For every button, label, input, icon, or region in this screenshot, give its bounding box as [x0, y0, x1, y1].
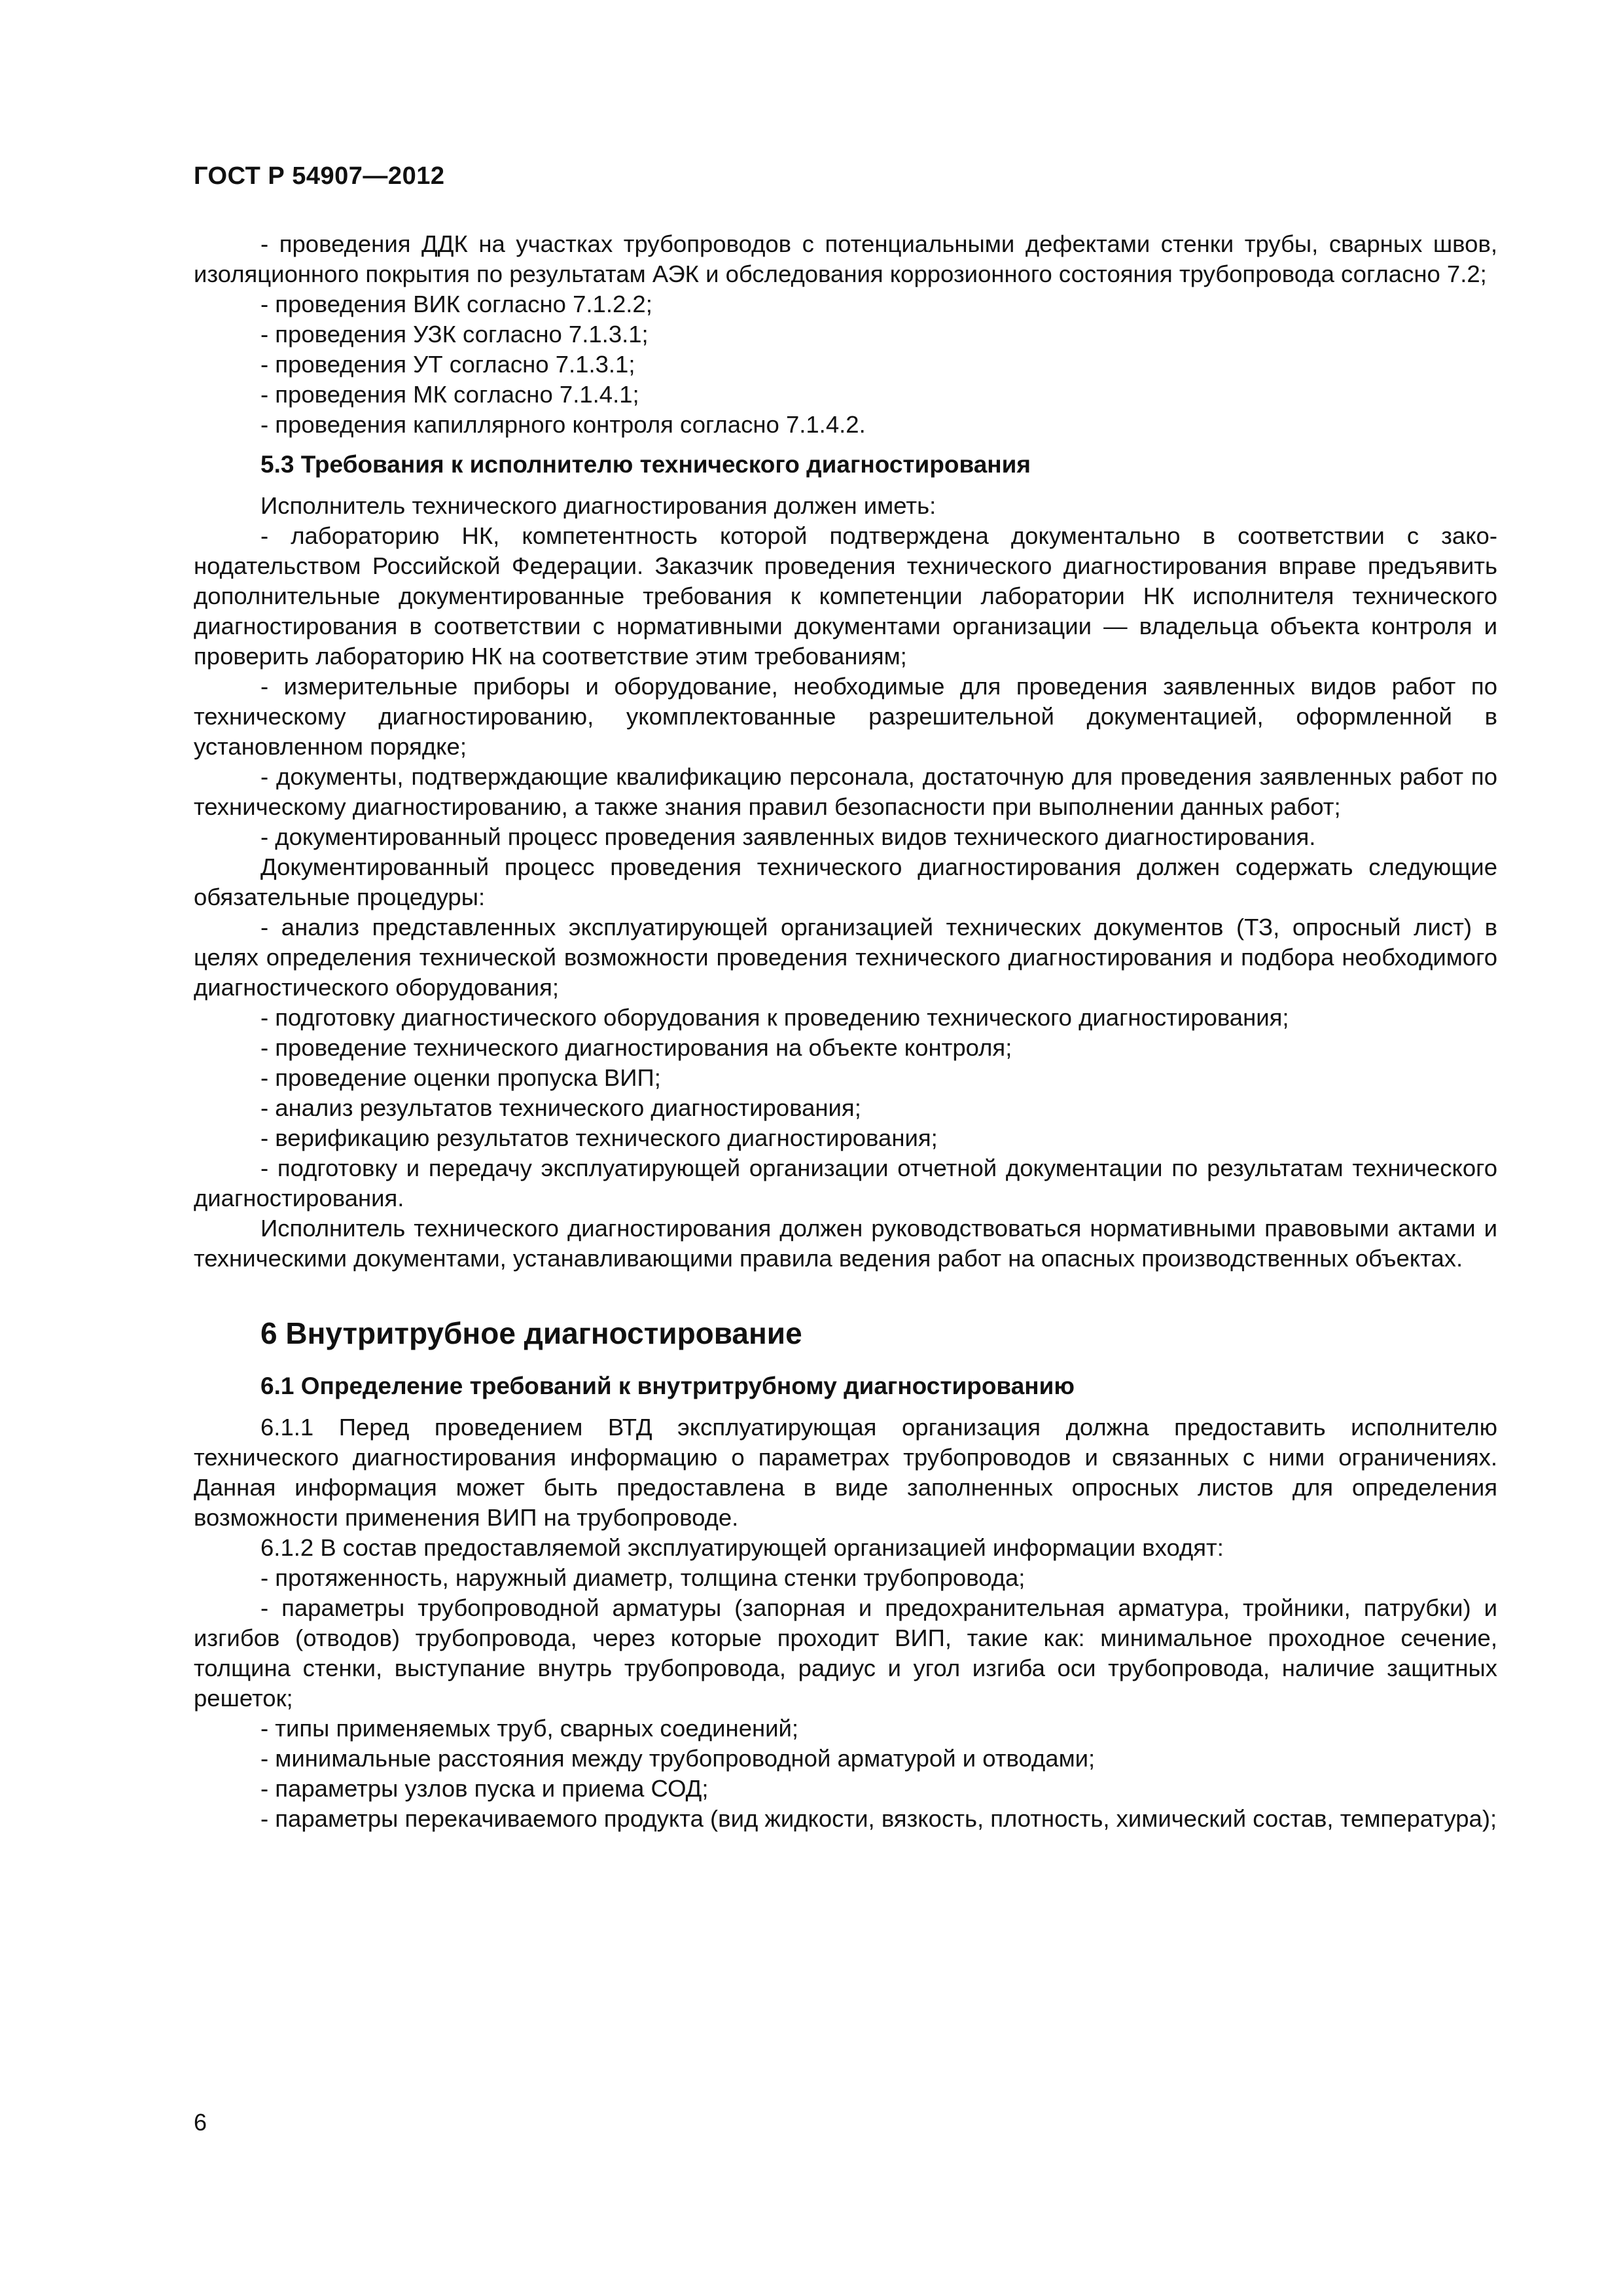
paragraph: - измерительные приборы и оборудование, необходимые для проведения заявленных видов работ по техническому диагностированию, укомплектованные разрешительной документацией, оформленной в установленном порядке; — [194, 673, 1497, 760]
section-6-1-body — [194, 1412, 1497, 1834]
paragraph: - подготовку диагностического оборудования к проведению технического диагностирования; — [260, 1004, 1289, 1031]
paragraph: - параметры перекачиваемого продукта (вид жидкости, вязкость, плотность, химический состав, температура); — [260, 1805, 1497, 1832]
paragraph: - анализ представленных эксплуатирующей организацией технических документов (ТЗ, опросный лист) в целях определения технической возможности проведения технического диагностирования и подбора необходимого диагностического оборудования; — [194, 914, 1497, 1001]
paragraph: - минимальные расстояния между трубопроводной арматурой и отводами; — [260, 1745, 1096, 1772]
paragraph: - анализ результатов технического диагностирования; — [260, 1094, 861, 1121]
paragraph: - проведение технического диагностирования на объекте контроля; — [260, 1034, 1012, 1061]
list-item: - проведения ВИК согласно 7.1.2.2; — [260, 291, 652, 317]
section-5-3-body — [194, 491, 1497, 1274]
paragraph: Исполнитель технического диагностирования должен иметь: — [260, 492, 936, 519]
section-6-1-heading: 6.1 Определение требований к внутритрубному диагностированию — [260, 1372, 1075, 1399]
list-item: - проведения МК согласно 7.1.4.1; — [260, 381, 639, 408]
paragraph: - документированный процесс проведения заявленных видов технического диагностирования. — [260, 823, 1316, 850]
paragraph: - протяженность, наружный диаметр, толщина стенки трубопровода; — [260, 1564, 1026, 1591]
paragraph: - подготовку и передачу эксплуатирующей организации отчетной документации по результатам технического диагностирования. — [194, 1155, 1497, 1211]
paragraph: Исполнитель технического диагностирования должен руководствоваться нормативными правовыми актами и техническими документами, устанавливающими правила ведения работ на опасных производственных объектах. — [194, 1215, 1497, 1272]
page-number: 6 — [194, 2109, 207, 2136]
paragraph: - типы применяемых труб, сварных соединений; — [260, 1715, 799, 1742]
paragraph: - документы, подтверждающие квалификацию персонала, достаточную для проведения заявленных работ по техническому диагностированию, а также знания правил безопасности при выполнении данных работ; — [194, 763, 1497, 820]
list-item: - проведения УЗК согласно 7.1.3.1; — [260, 321, 649, 348]
paragraph: - лабораторию НК, компетентность которой подтверждена документально в соответствии с законодательством Российской Федерации. Заказчик проведения технического диагностирования вправе предъявить дополнительные документированные требования к компетенции лаборатории НК исполнителя технического диагностирования в соответствии с нормативными документами организации — владельца объекта контроля и проверить лабораторию НК на соответствие этим требованиям; — [194, 522, 1497, 670]
paragraph: - параметры узлов пуска и приема СОД; — [260, 1775, 709, 1802]
paragraph: - параметры трубопроводной арматуры (запорная и предохранительная арматура, тройники, патрубки) и изгибов (отводов) трубопровода, через которые проходит ВИП, такие как: минимальное проходное сечение, толщина стенки, выступание внутрь трубопровода, радиус и угол изгиба оси трубопровода, наличие защитных решеток; — [194, 1594, 1497, 1712]
list-item: - проведения ДДК на участках трубопроводов с потенциальными дефектами стенки трубы, сварных швов, изоляционного покрытия по результатам АЭК и обследования коррозионного состояния трубопровода согласно 7.2; — [194, 230, 1497, 287]
list-top — [194, 229, 1497, 440]
paragraph: Документированный процесс проведения технического диагностирования должен содержать следующие обязательные процедуры: — [194, 853, 1497, 910]
page-body — [194, 229, 1497, 1834]
document-code-header: ГОСТ Р 54907—2012 — [194, 162, 445, 190]
section-5-3-heading: 5.3 Требования к исполнителю технического диагностирования — [260, 451, 1031, 478]
section-6-heading: 6 Внутритрубное диагностирование — [260, 1316, 802, 1350]
list-item: - проведения капиллярного контроля согласно 7.1.4.2. — [260, 411, 866, 438]
paragraph: 6.1.2 В состав предоставляемой эксплуатирующей организацией информации входят: — [260, 1534, 1224, 1561]
paragraph: - проведение оценки пропуска ВИП; — [260, 1064, 661, 1091]
paragraph: 6.1.1 Перед проведением ВТД эксплуатирующая организация должна предоставить исполнителю технического диагностирования информацию о параметрах трубопроводов и связанных с ними ограничениях. Данная информация может быть предоставлена в виде заполненных опросных листов для определения возможности применения ВИП на трубопроводе. — [194, 1414, 1497, 1531]
paragraph: - верификацию результатов технического диагностирования; — [260, 1124, 938, 1151]
list-item: - проведения УТ согласно 7.1.3.1; — [260, 351, 635, 378]
